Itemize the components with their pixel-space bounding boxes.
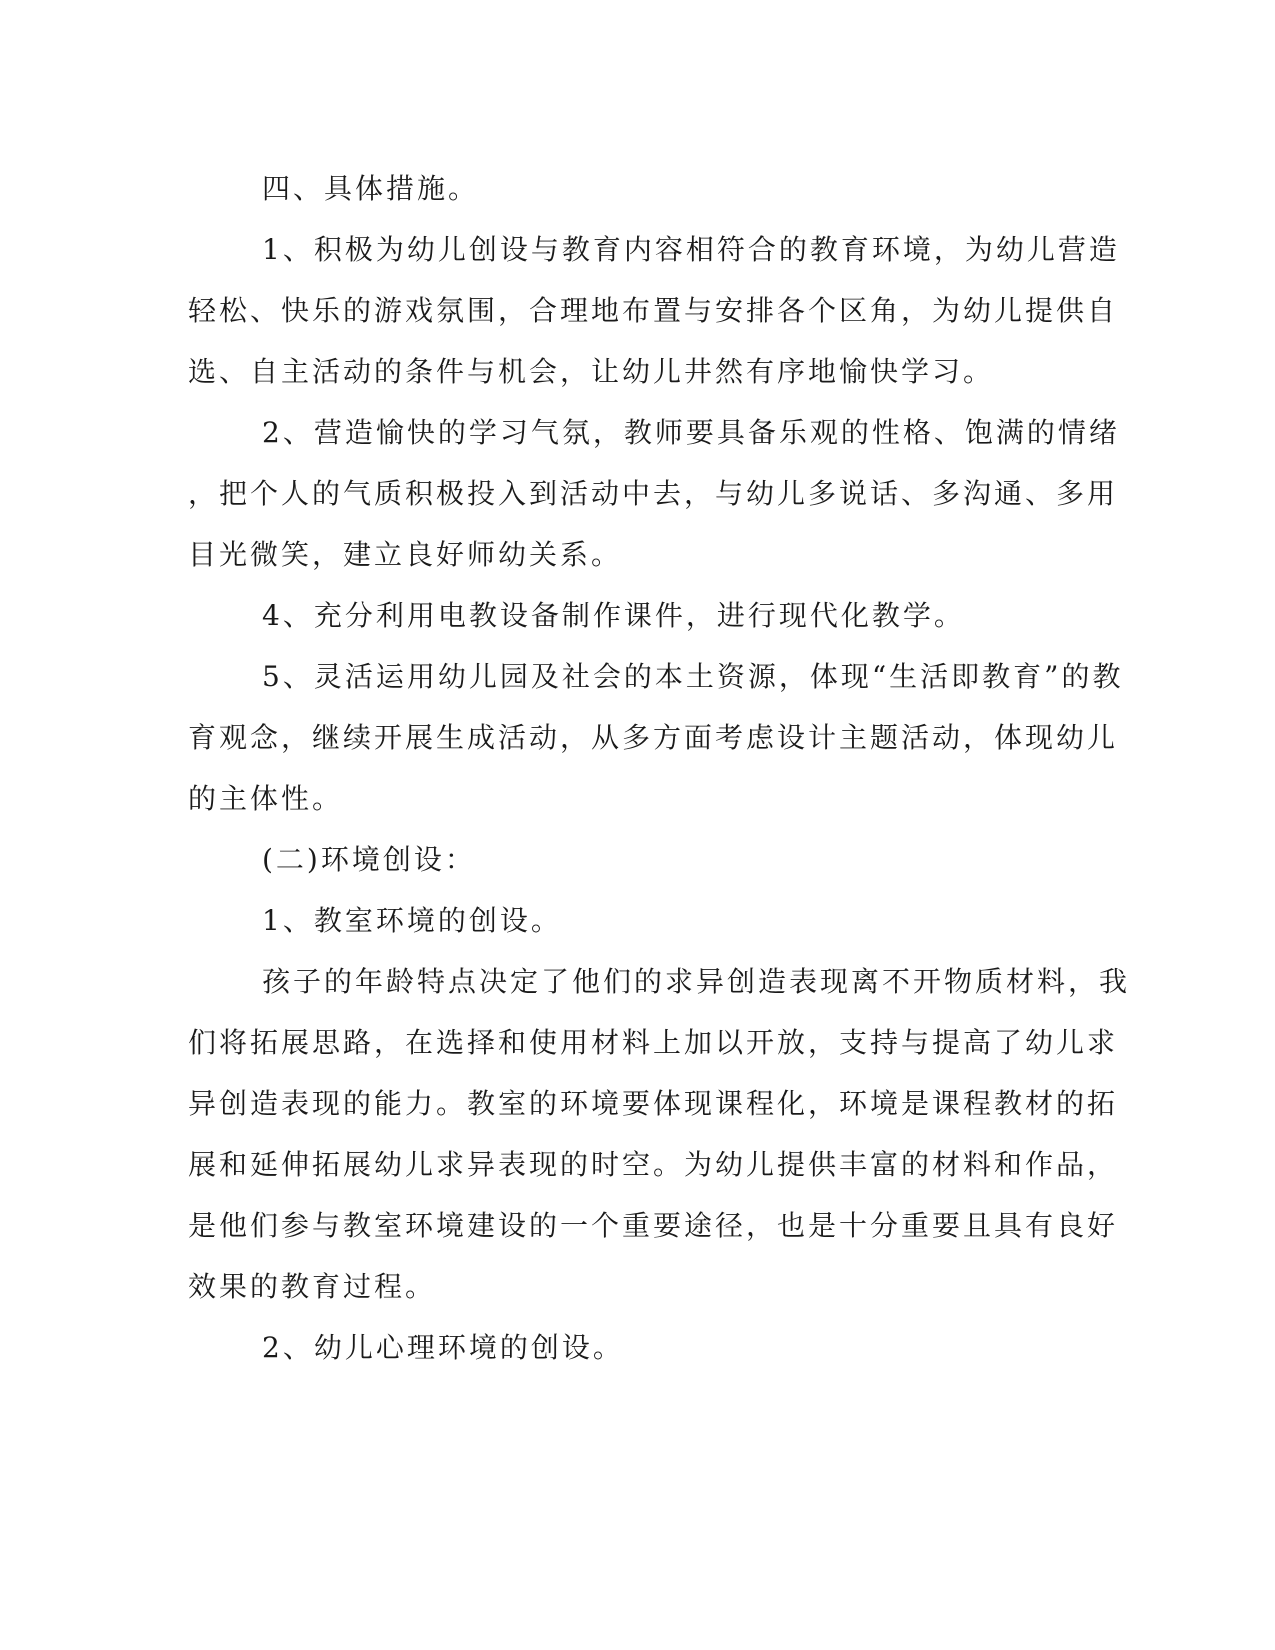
text-line: 四、具体措施。 bbox=[262, 172, 480, 205]
text-line: ，把个人的气质积极投入到活动中去，与幼儿多说话、多沟通、多用 bbox=[188, 477, 1119, 510]
text-line: 异创造表现的能力。教室的环境要体现课程化，环境是课程教材的拓 bbox=[188, 1087, 1119, 1120]
paragraph-heading-measures bbox=[188, 158, 1068, 219]
text-line: 育观念，继续开展生成活动，从多方面考虑设计主题活动，体现幼儿 bbox=[188, 721, 1119, 754]
text-line: 展和延伸拓展幼儿求异表现的时空。为幼儿提供丰富的材料和作品， bbox=[188, 1148, 1119, 1181]
text-line: 5、灵活运用幼儿园及社会的本土资源，体现“生活即教育”的教 bbox=[262, 660, 1124, 693]
text-line: (二)环境创设： bbox=[262, 843, 476, 876]
text-line: 们将拓展思路，在选择和使用材料上加以开放，支持与提高了幼儿求 bbox=[188, 1026, 1119, 1059]
text-line: 效果的教育过程。 bbox=[188, 1270, 437, 1303]
document-body bbox=[188, 158, 1131, 1378]
paragraph-measure-5 bbox=[188, 646, 1124, 829]
text-line: 2、营造愉快的学习气氛，教师要具备乐观的性格、饱满的情绪 bbox=[262, 416, 1120, 449]
paragraph-measure-1 bbox=[188, 219, 1120, 402]
text-line: 的主体性。 bbox=[188, 782, 344, 815]
text-line: 选、自主活动的条件与机会，让幼儿井然有序地愉快学习。 bbox=[188, 355, 995, 388]
text-line: 1、积极为幼儿创设与教育内容相符合的教育环境，为幼儿营造 bbox=[262, 233, 1120, 266]
paragraph-heading-environment bbox=[188, 829, 1068, 890]
paragraph-measure-4 bbox=[188, 585, 1068, 646]
paragraph-classroom-body bbox=[188, 951, 1131, 1317]
paragraph-measure-2 bbox=[188, 402, 1120, 585]
text-line: 目光微笑，建立良好师幼关系。 bbox=[188, 538, 623, 571]
text-line: 是他们参与教室环境建设的一个重要途径，也是十分重要且具有良好 bbox=[188, 1209, 1119, 1242]
text-line: 4、充分利用电教设备制作课件，进行现代化教学。 bbox=[262, 599, 965, 632]
paragraph-psych-heading bbox=[188, 1317, 1068, 1378]
text-line: 轻松、快乐的游戏氛围，合理地布置与安排各个区角，为幼儿提供自 bbox=[188, 294, 1119, 327]
text-line: 孩子的年龄特点决定了他们的求异创造表现离不开物质材料，我 bbox=[262, 965, 1131, 998]
text-line: 2、幼儿心理环境的创设。 bbox=[262, 1331, 624, 1364]
paragraph-classroom-heading bbox=[188, 890, 1068, 951]
text-line: 1、教室环境的创设。 bbox=[262, 904, 562, 937]
